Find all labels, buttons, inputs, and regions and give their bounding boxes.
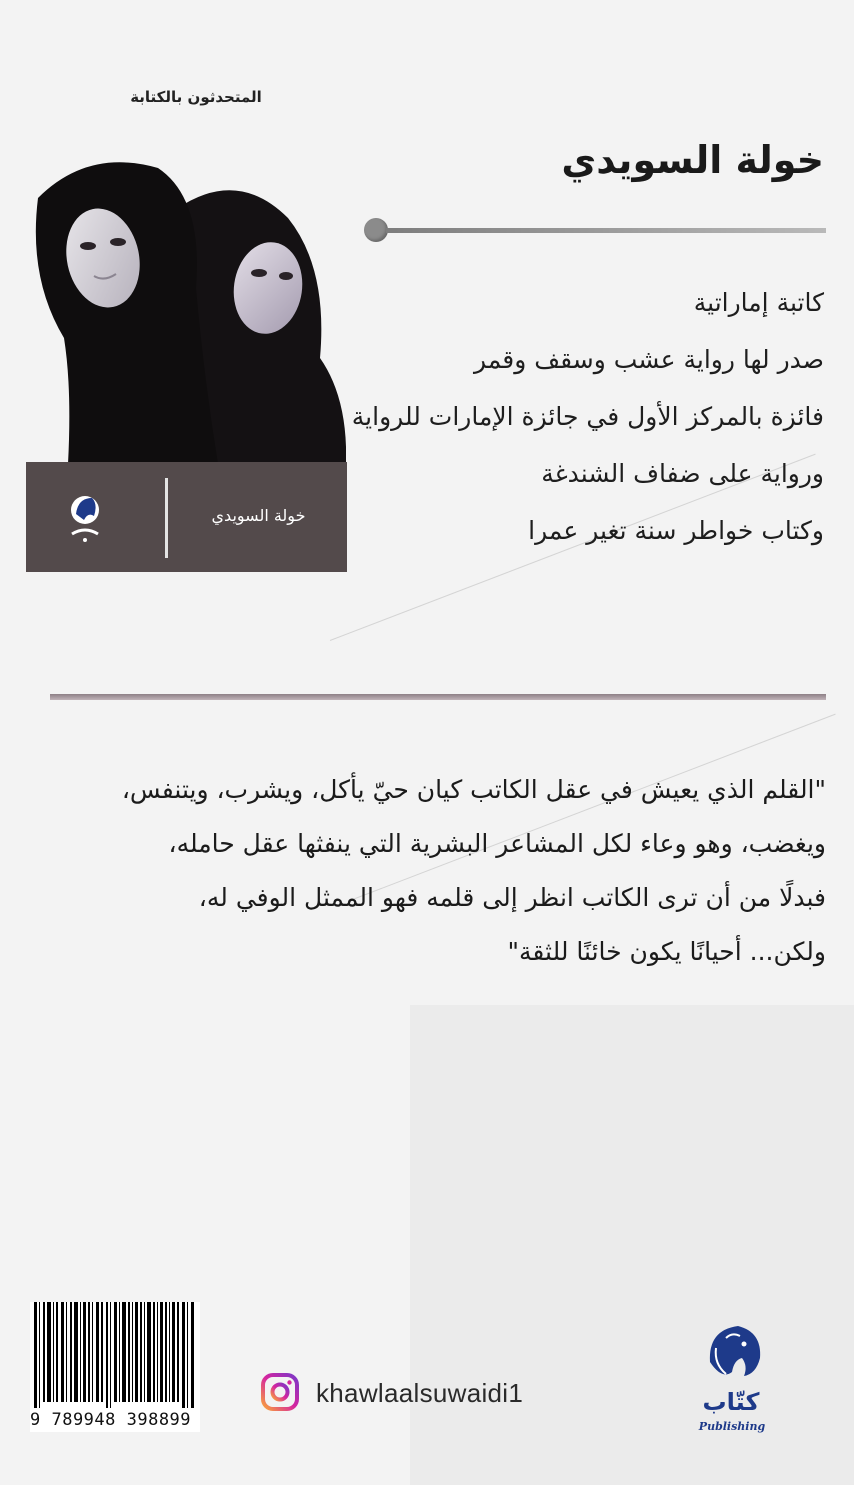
- quote-line: ويغضب، وهو وعاء لكل المشاعر البشرية التي ينفثها عقل حامله،: [168, 829, 826, 858]
- instagram-contact[interactable]: [260, 1372, 570, 1412]
- veiled-figures-image: [28, 158, 346, 464]
- publisher-tagline: Publishing: [698, 1420, 766, 1433]
- background-panel: [410, 1005, 854, 1485]
- publisher-logo-icon: [62, 490, 108, 546]
- isbn-number: 9 789948 398899: [30, 1410, 192, 1430]
- publisher-logo: [686, 1318, 776, 1438]
- quote-line: "القلم الذي يعيش في عقل الكاتب كيان حيّ يأكل، ويشرب، ويتنفس،: [121, 775, 826, 804]
- bio-line: وكتاب خواطر سنة تغير عمرا: [528, 516, 824, 545]
- publisher-name: كتّاب: [702, 1388, 760, 1416]
- barcode-bars: [30, 1302, 200, 1408]
- section-divider: [50, 694, 826, 700]
- quote-line: فبدلًا من أن ترى الكاتب انظر إلى قلمه فهو الممثل الوفي له،: [198, 883, 826, 912]
- book-spine: [26, 462, 347, 572]
- bio-line: صدر لها رواية عشب وسقف وقمر: [474, 345, 824, 374]
- instagram-handle[interactable]: khawlaalsuwaidi1: [316, 1378, 524, 1408]
- spine-author-name: خولة السويدي: [211, 506, 306, 525]
- bio-line: كاتبة إماراتية: [693, 288, 824, 317]
- author-quote: [30, 770, 826, 986]
- divider-bar: [386, 228, 826, 233]
- instagram-icon: [260, 1372, 300, 1412]
- bio-line: فائزة بالمركز الأول في جائزة الإمارات للرواية: [351, 402, 824, 431]
- series-label: المتحدثون بالكتابة: [130, 88, 262, 106]
- author-bio: [304, 282, 824, 567]
- title-divider: [364, 218, 826, 242]
- isbn-barcode: [30, 1302, 200, 1432]
- divider-dot: [364, 218, 388, 242]
- bio-line: ورواية على ضفاف الشندغة: [541, 459, 824, 488]
- spine-separator: [165, 478, 168, 558]
- quote-line: ولكن... أحيانًا يكون خائنًا للثقة": [507, 937, 826, 966]
- author-name: خولة السويدي: [561, 138, 824, 182]
